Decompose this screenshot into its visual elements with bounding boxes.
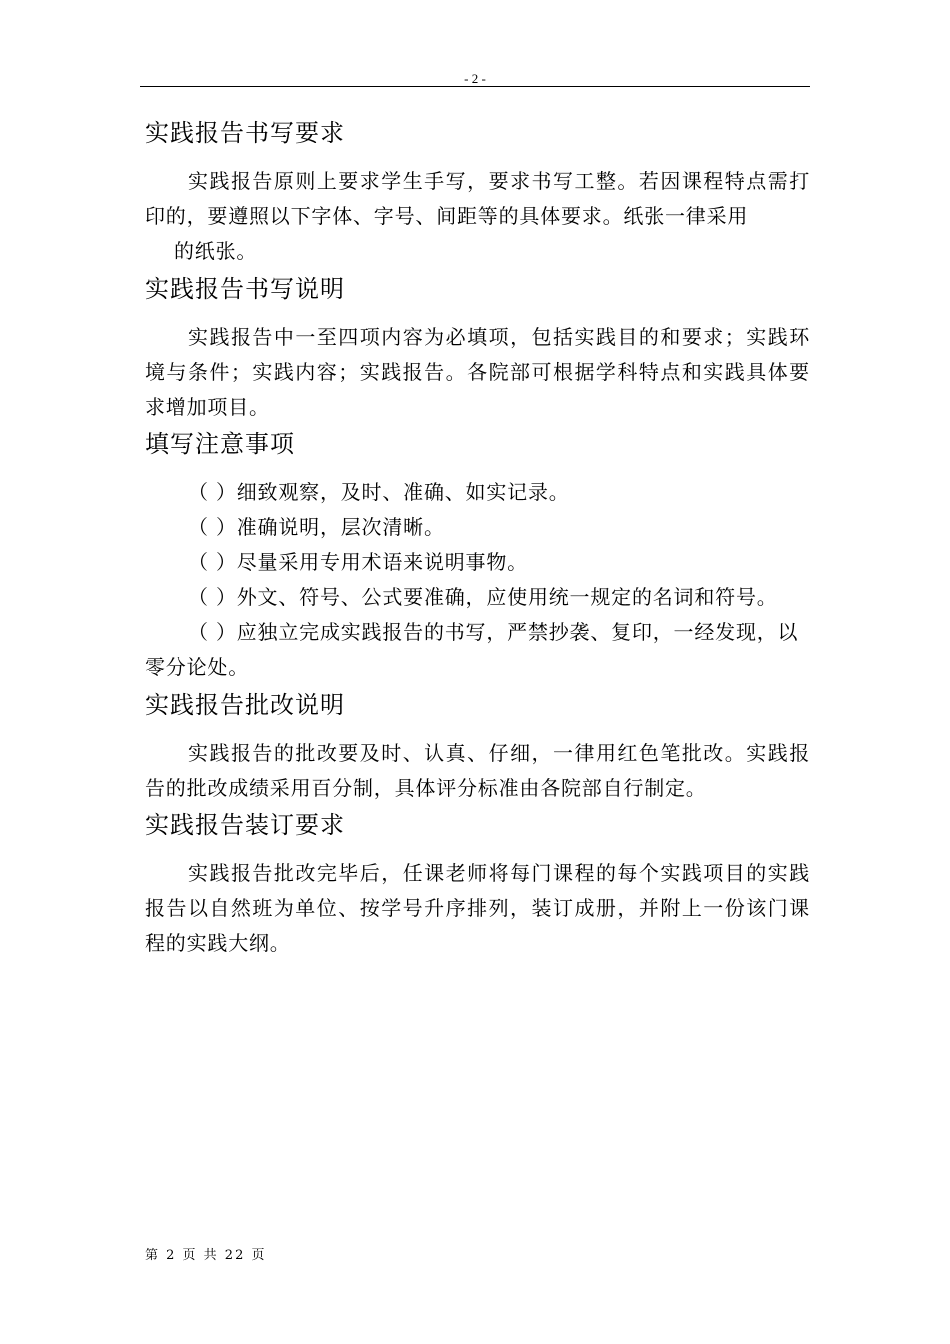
notes-list-item: （ ）尽量采用专用术语来说明事物。 — [188, 550, 528, 574]
section-title-binding: 实践报告装订要求 — [145, 811, 345, 839]
notes-list-item: （ ）细致观察，及时、准确、如实记录。 — [188, 480, 570, 504]
writing-requirements-paragraph-tail: 的纸张。 — [174, 239, 258, 263]
binding-paragraph: 实践报告批改完毕后，任课老师将每门课程的每个实践项目的实践报告以自然班为单位、按学号升序排列，装订成册，并附上一份该门课程的实践大纲。 — [145, 861, 810, 955]
section-title-grading: 实践报告批改说明 — [145, 691, 345, 719]
writing-instructions-paragraph: 实践报告中一至四项内容为必填项，包括实践目的和要求；实践环境与条件；实践内容；实践报告。各院部可根据学科特点和实践具体要求增加项目。 — [145, 325, 810, 419]
section-title-writing-instructions: 实践报告书写说明 — [145, 275, 345, 303]
page-number: - 2 - — [464, 71, 486, 86]
header-rule — [140, 86, 810, 87]
page-footer: 第 2 页 共 22 页 — [145, 1248, 267, 1263]
writing-requirements-paragraph: 实践报告原则上要求学生手写，要求书写工整。若因课程特点需打印的，要遵照以下字体、字号、间距等的具体要求。纸张一律采用 — [145, 169, 810, 228]
notes-list-item: （ ）准确说明，层次清晰。 — [188, 515, 445, 539]
notes-list-item: （ ）应独立完成实践报告的书写，严禁抄袭、复印，一经发现，以零分论处。 — [145, 620, 799, 679]
notes-list — [145, 475, 810, 685]
section-title-notes: 填写注意事项 — [145, 430, 295, 458]
notes-list-item: （ ）外文、符号、公式要准确，应使用统一规定的名词和符号。 — [188, 585, 778, 609]
document-body — [145, 115, 810, 961]
grading-paragraph: 实践报告的批改要及时、认真、仔细，一律用红色笔批改。实践报告的批改成绩采用百分制，具体评分标准由各院部自行制定。 — [145, 741, 810, 800]
section-title-writing-requirements: 实践报告书写要求 — [145, 119, 345, 147]
